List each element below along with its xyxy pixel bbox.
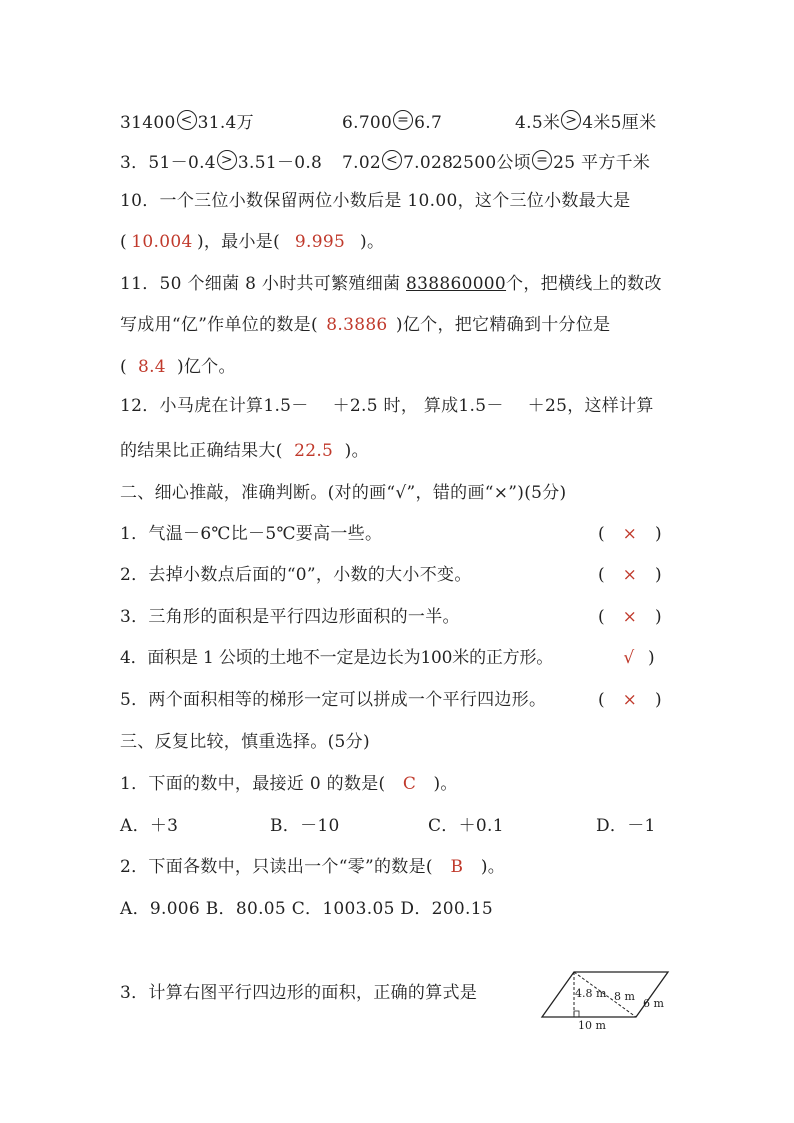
compare-left: 2500公顷 (452, 153, 532, 173)
compare-row-2-b (342, 150, 453, 174)
compare-row-1 (120, 110, 254, 134)
judge-answer-4: √ ) (623, 648, 655, 668)
compare-left: 3．51－0.4 (120, 153, 216, 173)
compare-left: 4.5米 (515, 113, 561, 133)
choice-q1-option-b: B．－10 (270, 816, 340, 836)
choice-answer-2: B (450, 857, 464, 877)
judge-answer-3: ( × ) (598, 607, 662, 627)
compare-symbol: > (561, 110, 581, 130)
segment-label: 8 m (614, 990, 635, 1003)
compare-row-1-b (342, 110, 442, 134)
side-label: 6 m (643, 997, 664, 1010)
choice-q1-option-a: A．＋3 (120, 816, 179, 836)
answer-difference: 22.5 (294, 441, 334, 461)
judge-item-4: 4．面积是 1 公顷的土地不一定是边长为100米的正方形。 (120, 648, 554, 668)
compare-right: 3.51－0.8 (237, 153, 323, 173)
compare-left: 31400 (120, 113, 176, 133)
answer-max: 10.004 (131, 232, 193, 252)
q12-line-2: 的结果比正确结果大( 22.5 )。 (120, 441, 369, 461)
judge-answer-2: ( × ) (598, 565, 662, 585)
answer-yi: 8.3886 (326, 315, 388, 335)
compare-right: 4米5厘米 (582, 113, 657, 133)
q10-line-1: 10．一个三位小数保留两位小数后是 10.00，这个三位小数最大是 (120, 191, 631, 211)
compare-left: 6.700 (342, 113, 393, 133)
judge-item-2: 2．去掉小数点后面的“0”，小数的大小不变。 (120, 565, 472, 585)
section-3-title: 三、反复比较，慎重选择。(5分) (120, 732, 370, 752)
q10-line-2: ( 10.004 )，最小是( 9.995 )。 (120, 232, 385, 252)
q12-line-1: 12．小马虎在计算1.5－ ＋2.5 时， 算成1.5－ ＋25，这样计算 (120, 396, 654, 416)
compare-symbol: < (177, 110, 197, 130)
judge-answer-5: ( × ) (598, 690, 662, 710)
choice-q2-options: A．9.006 B．80.05 C．1003.05 D．200.15 (120, 899, 493, 919)
choice-q3: 3．计算右图平行四边形的面积，正确的算式是 (120, 983, 478, 1003)
compare-right: 6.7 (414, 113, 443, 133)
section-2-title: 二、细心推敲，准确判断。(对的画“√”，错的画“×”)(5分) (120, 483, 567, 503)
compare-right: 7.028 (403, 153, 454, 173)
compare-row-2-c (452, 150, 650, 174)
q11-line-2: 写成用“亿”作单位的数是( 8.3886 )亿个，把它精确到十分位是 (120, 315, 611, 335)
judge-answer-1: ( × ) (598, 524, 662, 544)
compare-row-1-c (515, 110, 656, 134)
compare-symbol: = (393, 110, 413, 130)
answer-min: 9.995 (294, 232, 346, 252)
choice-q1-option-c: C．＋0.1 (428, 816, 504, 836)
choice-q2: 2．下面各数中，只读出一个“零”的数是( B )。 (120, 857, 506, 877)
underlined-number: 838860000 (406, 274, 507, 294)
parallelogram-figure (538, 964, 678, 1034)
height-label: 4.8 m (575, 987, 607, 1000)
compare-right: 31.4万 (197, 113, 254, 133)
judge-item-5: 5．两个面积相等的梯形一定可以拼成一个平行四边形。 (120, 690, 547, 710)
q11-line-1: 11．50 个细菌 8 小时共可繁殖细菌 838860000个，把横线上的数改 (120, 274, 662, 294)
compare-left: 7.02 (342, 153, 382, 173)
right-angle-mark (574, 1011, 579, 1017)
choice-q1: 1．下面的数中，最接近 0 的数是( C )。 (120, 774, 458, 794)
answer-rounded: 8.4 (137, 357, 166, 377)
q11-line-3: ( 8.4 )亿个。 (120, 357, 236, 377)
choice-answer-1: C (402, 774, 417, 794)
choice-q1-option-d: D．－1 (596, 816, 656, 836)
compare-symbol: = (532, 150, 552, 170)
compare-right: 25 平方千米 (553, 153, 651, 173)
judge-item-1: 1．气温－6℃比－5℃要高一些。 (120, 524, 383, 544)
compare-row-2 (120, 150, 322, 174)
compare-symbol: < (382, 150, 402, 170)
judge-item-3: 3．三角形的面积是平行四边形面积的一半。 (120, 607, 460, 627)
compare-symbol: > (217, 150, 237, 170)
base-label: 10 m (578, 1019, 606, 1032)
